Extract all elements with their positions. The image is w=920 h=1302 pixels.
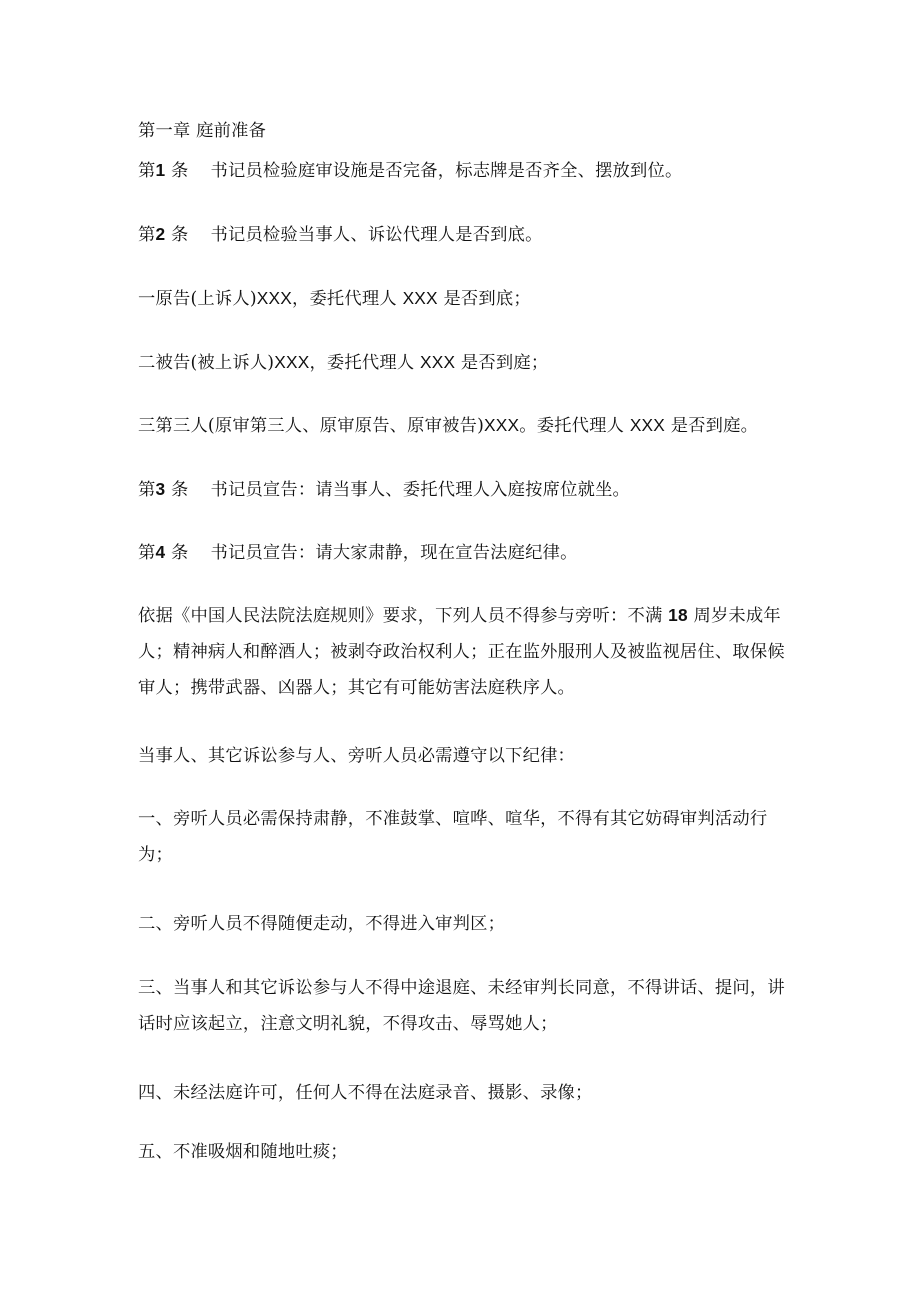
- article-4: 第4 条 书记员宣告：请大家肃静，现在宣告法庭纪律。: [138, 542, 578, 563]
- discipline-item-1: 一、旁听人员必需保持肃静，不准鼓掌、喧哗、喧华，不得有其它妨碍审判活动行为；: [138, 809, 768, 865]
- discipline-item-2: 二、旁听人员不得随便走动，不得进入审判区；: [138, 914, 506, 934]
- discipline-item-3: 三、当事人和其它诉讼参与人不得中途退庭、未经审判长同意，不得讲话、提问，讲话时应该起立，注意文明礼貌，不得攻击、辱骂她人；: [138, 978, 785, 1034]
- party-third-party: 三第三人(原审第三人、原审原告、原审被告)XXX。委托代理人 XXX 是否到庭。: [138, 415, 759, 436]
- article-2: 第2 条 书记员检验当事人、诉讼代理人是否到底。: [138, 224, 543, 245]
- chapter-title: 第一章 庭前准备: [138, 121, 267, 141]
- party-plaintiff: 一原告(上诉人)XXX，委托代理人 XXX 是否到底；: [138, 288, 531, 309]
- discipline-item-4: 四、未经法庭许可，任何人不得在法庭录音、摄影、录像；: [138, 1083, 593, 1103]
- party-defendant: 二被告(被上诉人)XXX，委托代理人 XXX 是否到庭；: [138, 352, 549, 373]
- article-1: 第1 条 书记员检验庭审设施是否完备，标志牌是否齐全、摆放到位。: [138, 160, 683, 181]
- rules-basis-paragraph: 依据《中国人民法院法庭规则》要求，下列人员不得参与旁听：不满 18 周岁未成年人；精神病人和醉酒人；被剥夺政治权利人；正在监外服刑人及被监视居住、取保候审人；携带武器、凶器人；其它有可能妨害法庭秩序人。: [138, 605, 785, 698]
- article-3: 第3 条 书记员宣告：请当事人、委托代理人入庭按席位就坐。: [138, 479, 631, 500]
- discipline-item-5: 五、不准吸烟和随地吐痰；: [138, 1142, 348, 1162]
- discipline-intro: 当事人、其它诉讼参与人、旁听人员必需遵守以下纪律：: [138, 746, 576, 766]
